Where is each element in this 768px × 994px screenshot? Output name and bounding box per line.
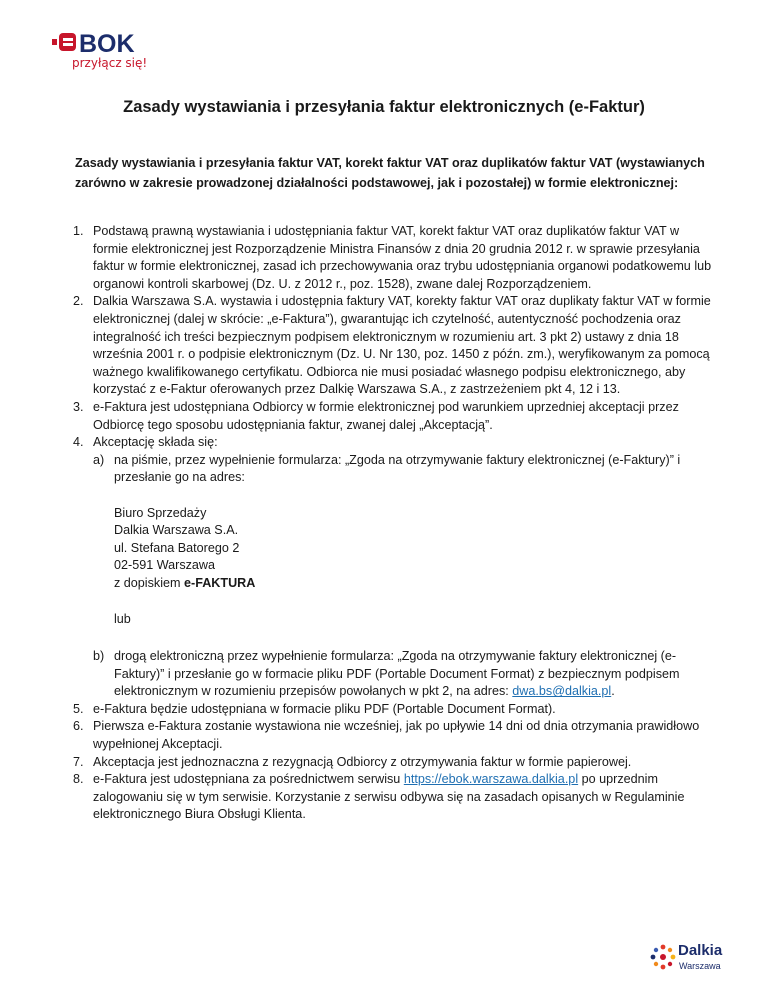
ebok-link[interactable]: https://ebok.warszawa.dalkia.pl	[403, 772, 579, 787]
list-item: 8. e-Faktura jest udostępniana za pośrednictwem serwisu https://ebok.warszawa.dalkia.pl po uprzednim zalogowaniu się w tym serwisie. Korzystanie z serwisu odbywa się na zasadach opisanych w Regulaminie elektronicznego Biura Obsługi Klienta.	[73, 772, 685, 822]
rules-list	[75, 223, 715, 824]
or-text: lub	[114, 612, 131, 627]
postal-address: Biuro Sprzedaży Dalkia Warszawa S.A. ul. Stefana Batorego 2 02-591 Warszawa z dopiskiem e-FAKTURA	[114, 505, 256, 590]
ebok-e-icon	[52, 30, 76, 52]
email-link[interactable]: dwa.bs@dalkia.pl	[512, 684, 612, 699]
list-item: 2. Dalkia Warszawa S.A. wystawia i udostępnia faktury VAT, korekty faktur VAT oraz duplikaty faktur VAT w formie elektronicznej (dalej w skrócie: „e-Faktura”), gwarantując ich czytelność, autentyczność pochodzenia oraz integralność ich treści bezpiecznym podpisem elektronicznym w rozumieniu art. 3 pkt 2) ustawy z dnia 18 września 2001 r. o podpisie elektronicznym (Dz. U. Nr 130, poz. 1450 z późn. zm.), weryfikowanym za pomocą ważnego kwalifikowanego certyfikatu. Odbiorca nie musi posiadać własnego podpisu elektronicznego, aby korzystać z e-Faktur oferowanych przez Dalkię Warszawa S.A., z zastrzeżeniem pkt 4, 12 i 13.	[73, 294, 711, 397]
list-item: 3. e-Faktura jest udostępniana Odbiorcy w formie elektronicznej pod warunkiem uprzedniej akceptacji przez Odbiorcę tego sposobu udostępniania faktur, zwanej dalej „Akceptacją”.	[73, 399, 679, 432]
list-item: 5. e-Faktura będzie udostępniana w formacie pliku PDF (Portable Document Format).	[73, 701, 556, 716]
dalkia-flower-icon	[650, 944, 676, 970]
dalkia-logo	[650, 942, 740, 976]
e-faktura-note: e-FAKTURA	[184, 575, 256, 590]
sub-item-b: b) drogą elektroniczną przez wypełnienie formularza: „Zgoda na otrzymywanie faktury elektronicznej (e-Faktury)” i przesłanie go w formacie pliku PDF (Portable Document Format) z bezpiecznym podpisem elektronicznym w rozumieniu przepisów powołanych w pkt 2, na adres: dwa.bs@dalkia.pl.	[93, 649, 680, 699]
sub-item-a: a) na piśmie, przez wypełnienie formularza: „Zgoda na otrzymywanie faktury elektronicznej (e-Faktury)” i przesłanie go na adres: Biuro Sprzedaży Dalkia Warszawa S.A. ul. Stefana Batorego 2 02-591 Warszawa z dopiskiem e-FAKTURA lub	[93, 452, 715, 629]
dalkia-city: Warszawa	[679, 961, 721, 971]
dalkia-brand: Dalkia	[678, 942, 723, 959]
page-title: Zasady wystawiania i przesyłania faktur elektronicznych (e-Faktur)	[123, 98, 645, 116]
list-item: 6. Pierwsza e-Faktura zostanie wystawiona nie wcześniej, jak po upływie 14 dni od dnia otrzymania prawidłowo wypełnionej Akceptacji.	[73, 719, 700, 752]
logo-text: BOK	[79, 30, 135, 58]
list-item: 4. Akceptację składa się: a) na piśmie, przez wypełnienie formularza: „Zgoda na otrzymywanie faktury elektronicznej (e-Faktury)” i przesłanie go na adres: Biuro Sprzedaży Dalkia Warszawa S.A. ul. Stefana Batorego 2 02-591 Warszawa z dopiskiem e-FAKTURA lub b) drogą elektroniczną przez wypełnienie formularza: „Zgoda na otrzymywanie faktury elektronicznej (e-Faktury)” i przesłanie go w formacie pliku PDF (Portable Document Format) z bezpiecznym podpisem elektronicznym w rozumieniu przepisów powołanych w pkt 2, na adres: dwa.bs@dalkia.pl.	[75, 434, 715, 701]
list-item: 7. Akceptacja jest jednoznaczna z rezygnacją Odbiorcy z otrzymywania faktur w formie papierowej.	[73, 754, 632, 769]
rules-content	[75, 223, 715, 824]
ebok-logo	[52, 30, 162, 70]
acceptance-methods-list	[93, 452, 715, 701]
logo-tagline: przyłącz się!	[72, 56, 148, 70]
subtitle: Zasady wystawiania i przesyłania faktur VAT, korekt faktur VAT oraz duplikatów faktur VAT (wystawianych zarówno w zakresie prowadzonej działalności podstawowej, jak i pozostałej) w formie elektronicznej:	[75, 156, 705, 190]
list-item: 1. Podstawą prawną wystawiania i udostępniania faktur VAT, korekt faktur VAT oraz duplikatów faktur VAT w formie elektronicznej jest Rozporządzenie Ministra Finansów z dnia 20 grudnia 2012 r. w sprawie przesyłania faktur w formie elektronicznej, zasad ich przechowywania oraz trybu udostępniania organowi podatkowemu lub organowi kontroli skarbowej (Dz. U. z 2012 r., poz. 1528), zwane dalej Rozporządzeniem.	[73, 224, 712, 291]
